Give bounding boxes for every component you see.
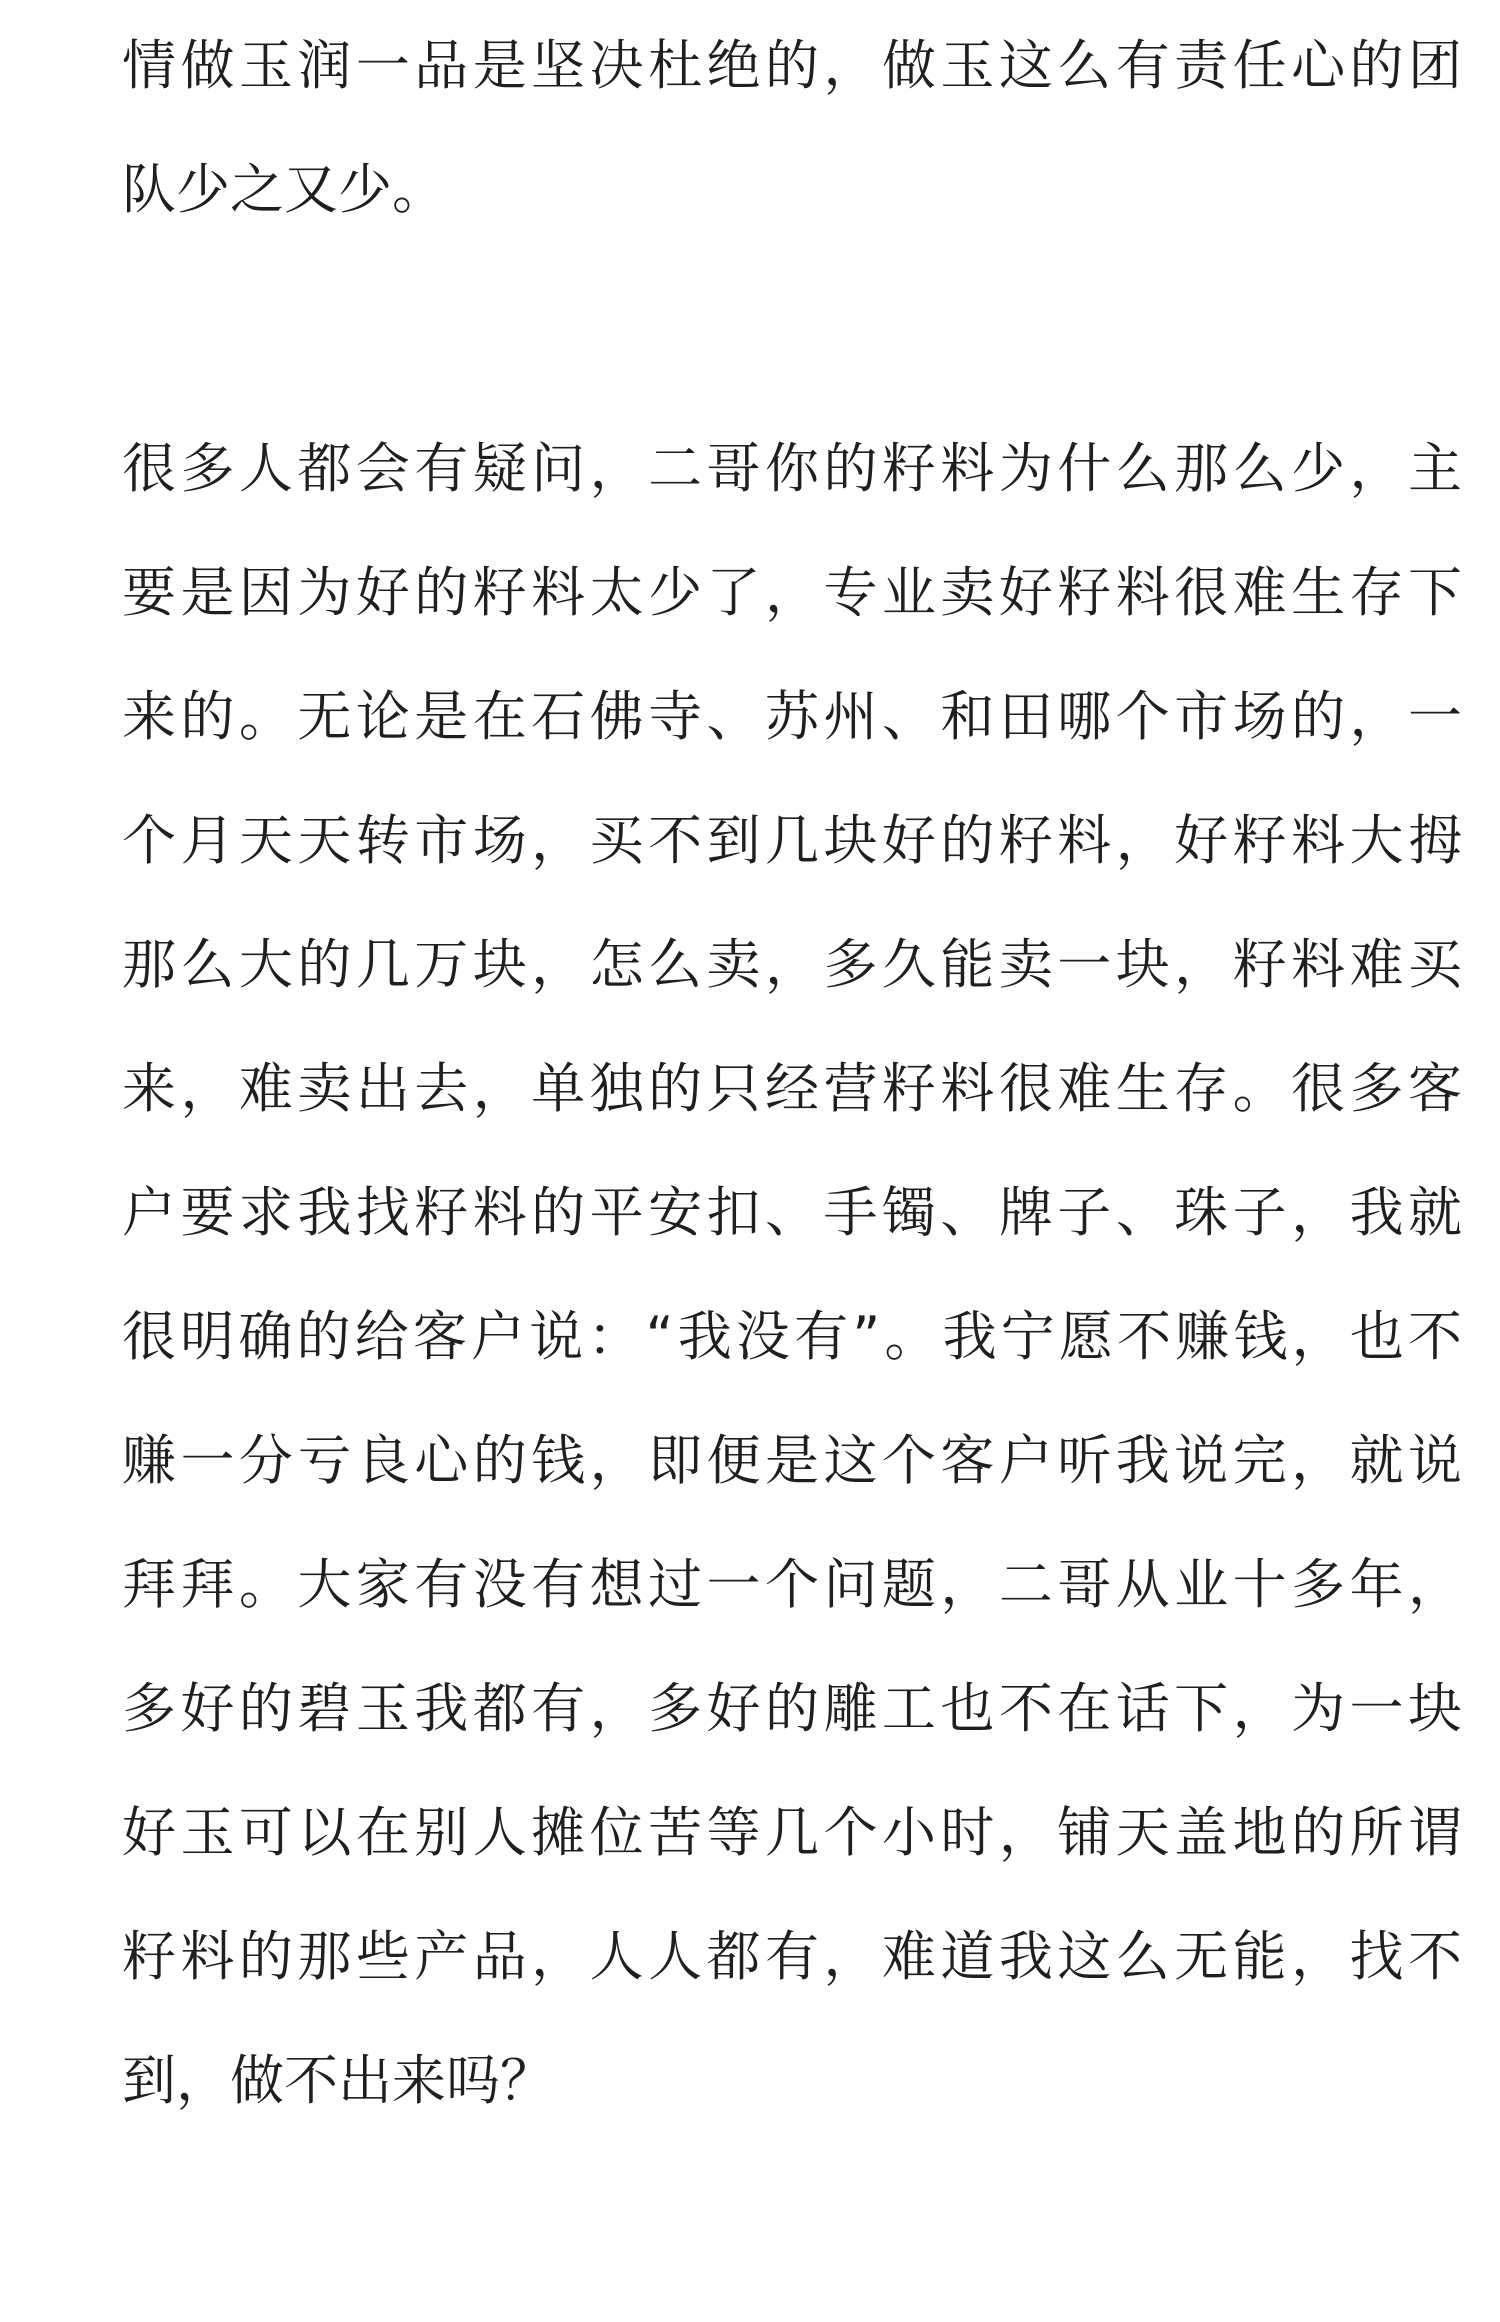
paragraph-2-line-9: 赚一分亏良心的钱，即便是这个客户听我说完，就说 [122,1429,1462,1492]
paragraph-2-line-5: 那么大的几万块，怎么卖，多久能卖一块，籽料难买 [122,933,1462,996]
paragraph-2-line-11: 多好的碧玉我都有，多好的雕工也不在话下，为一块 [122,1677,1462,1740]
paragraph-2-line-10: 拜拜。大家有没有想过一个问题，二哥从业十多年， [122,1553,1462,1616]
paragraph-2-line-14: 到，做不出来吗？ [122,2049,554,2112]
paragraph-2-line-3: 来的。无论是在石佛寺、苏州、和田哪个市场的，一 [122,685,1462,748]
paragraph-2-line-2: 要是因为好的籽料太少了，专业卖好籽料很难生存下 [122,561,1462,624]
paragraph-2-line-4: 个月天天转市场，买不到几块好的籽料，好籽料大拇 [122,809,1462,872]
paragraph-2-line-13: 籽料的那些产品，人人都有，难道我这么无能，找不 [122,1925,1462,1988]
paragraph-2-line-6: 来，难卖出去，单独的只经营籽料很难生存。很多客 [122,1057,1462,1120]
paragraph-2-line-1: 很多人都会有疑问，二哥你的籽料为什么那么少，主 [122,437,1462,500]
paragraph-1-line-2: 队少之又少。 [122,158,446,221]
paragraph-2-line-8: 很明确的给客户说：“我没有”。我宁愿不赚钱，也不 [122,1305,1462,1368]
paragraph-2-line-7: 户要求我找籽料的平安扣、手镯、牌子、珠子，我就 [122,1181,1462,1244]
paragraph-2-line-12: 好玉可以在别人摊位苦等几个小时，铺天盖地的所谓 [122,1801,1462,1864]
paragraph-1-line-1: 情做玉润一品是坚决杜绝的，做玉这么有责任心的团 [122,34,1462,97]
